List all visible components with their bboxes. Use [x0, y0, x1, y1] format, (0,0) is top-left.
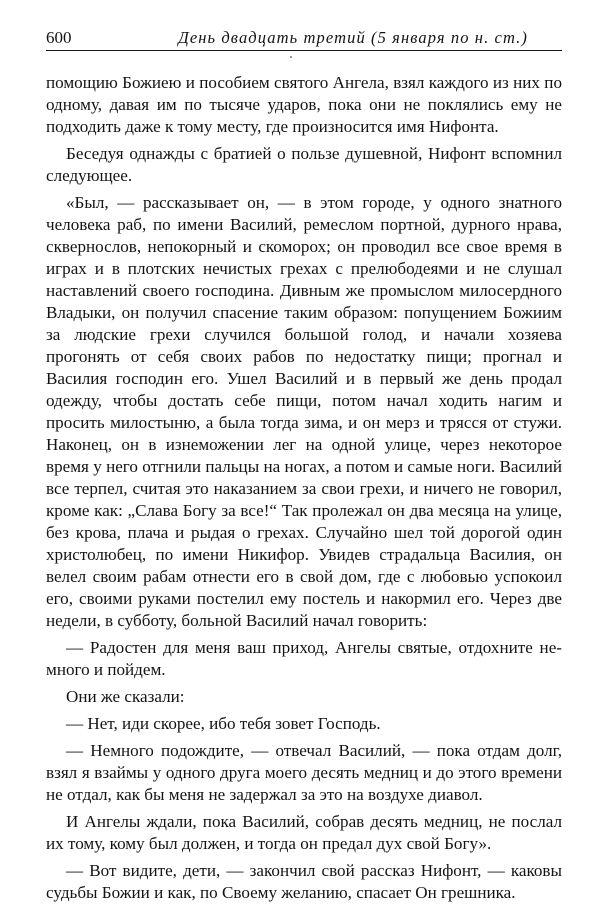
page-header	[46, 26, 562, 51]
body-text	[46, 72, 562, 904]
paragraph-dialogue: — Немного подождите, — отвечал Василий, — пока отдам долг, взял я взаймы у одного друга моего десять медниц и до этого времени не отдал, как бы меня не задержал за это на воздухе диавол.	[46, 741, 562, 804]
paragraph-dialogue: — Вот видите, дети, — закончил свой рассказ Нифонт, — каковы судьбы Божии и как, по Своему желанию, спасает Он грешника.	[46, 861, 562, 902]
book-page	[46, 26, 562, 902]
print-speck	[290, 56, 292, 58]
paragraph-story: «Был, — рассказывает он, — в этом городе, у одного знатного человека раб, по имени Василий, ремеслом портной, дурного нрава, сквернослов, непокорный и скоморох; он проводил все свое время в играх и в плотских нечистых грехах с прелюбодеями и не слушал наставлений своего господина. Дивным же промыслом милосердного Владыки, он получил спасение таким образом: попущением Божиим за людские грехи случился большой голод, и начали хозяева прогонять от себя своих рабов по недостатку пищи; прогнал и Василия господин его. Ушел Василий и в первый же день продал одежду, чтобы достать себе пищи, потом начал ходить нагим и просить милостыню, а была тогда зима, и он мерз и трясся от стужи. Наконец, он в изнеможении лег на одной улице, через некоторое время у него отгнили пальцы на ногах, а потом и самые ноги. Василий все терпел, считая это наказанием за свои грехи, и ничего не говорил, кроме как: „Слава Богу за все!“ Так пролежал он два месяца на улице, без крова, плача и рыдая о грехах. Случайно шел той дорогой один христолюбец, по имени Никифор. Увидев страдальца Василия, он велел своим рабам отнести его в свой дом, где с любовью успокоил его, своими руками постелил ему постель и накормил его. Через две недели, в субботу, больной Василий начал говорить:	[46, 193, 562, 630]
paragraph: Они же сказали:	[66, 687, 185, 706]
paragraph: И Ангелы ждали, пока Василий, собрав десять медниц, не послал их тому, кому был должен, и тогда он предал дух свой Богу».	[46, 812, 562, 853]
paragraph-dialogue: — Радостен для меня ваш приход, Ангелы святые, отдохните немного и пойдем.	[46, 638, 562, 679]
page-number: 600	[46, 28, 72, 47]
paragraph: Беседуя однажды с братией о пользе душевной, Нифонт вспомнил следующее.	[46, 144, 562, 185]
running-title: День двадцать третий (5 января по н. ст.)	[178, 28, 528, 47]
paragraph-continuation: помощию Божиею и пособием святого Ангела, взял каждого из них по одному, давая им по тысяче ударов, пока они не поклялись ему не подходить даже к тому месту, где произносится имя Нифонта.	[46, 73, 562, 136]
paragraph-dialogue: — Нет, иди скорее, ибо тебя зовет Господь.	[66, 714, 381, 733]
